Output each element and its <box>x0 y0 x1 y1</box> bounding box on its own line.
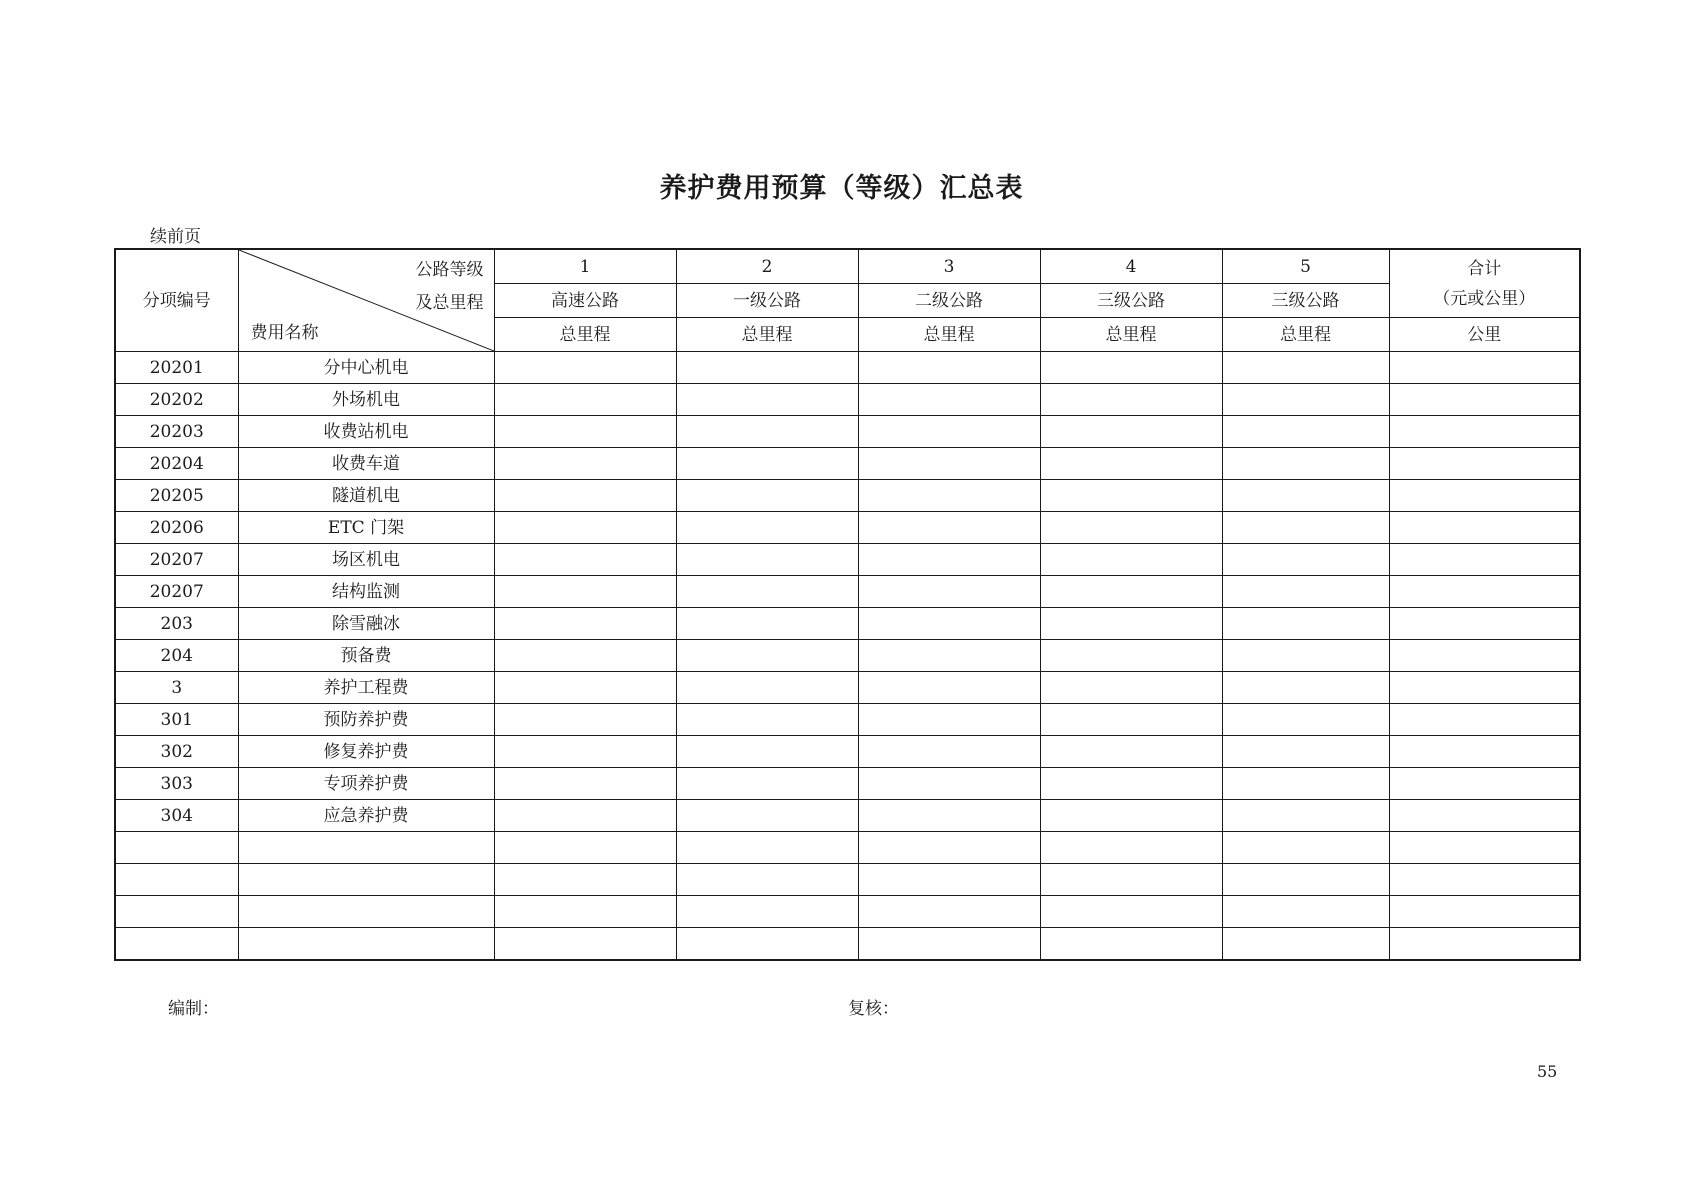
value-cell[interactable] <box>1222 704 1389 736</box>
cost-name: 场区机电 <box>238 544 494 576</box>
value-cell[interactable] <box>1389 832 1580 864</box>
value-cell[interactable] <box>1389 928 1580 961</box>
value-cell[interactable] <box>1040 544 1222 576</box>
table-row <box>115 736 1580 768</box>
value-cell[interactable] <box>1222 480 1389 512</box>
value-cell[interactable] <box>1222 352 1389 384</box>
value-cell[interactable] <box>1389 512 1580 544</box>
value-cell[interactable] <box>1389 576 1580 608</box>
budget-summary-table <box>114 248 1581 961</box>
cost-name-label: 费用名称 <box>250 323 319 343</box>
value-cell[interactable] <box>858 832 1040 864</box>
value-cell[interactable] <box>676 352 858 384</box>
cost-name <box>238 832 494 864</box>
value-cell[interactable] <box>494 480 676 512</box>
cost-name: 外场机电 <box>238 384 494 416</box>
value-cell[interactable] <box>1222 544 1389 576</box>
value-cell[interactable] <box>858 864 1040 896</box>
value-cell[interactable] <box>494 832 676 864</box>
value-cell[interactable] <box>1222 608 1389 640</box>
column-number: 1 <box>494 249 676 284</box>
value-cell[interactable] <box>1222 864 1389 896</box>
value-cell[interactable] <box>1389 864 1580 896</box>
road-grade: 三级公路 <box>1222 284 1389 318</box>
value-cell[interactable] <box>1040 416 1222 448</box>
table-row <box>115 352 1580 384</box>
value-cell[interactable] <box>494 576 676 608</box>
value-cell[interactable] <box>494 512 676 544</box>
value-cell[interactable] <box>1222 832 1389 864</box>
table-row <box>115 608 1580 640</box>
value-cell[interactable] <box>858 640 1040 672</box>
value-cell[interactable] <box>1222 768 1389 800</box>
column-number: 3 <box>858 249 1040 284</box>
road-grade: 一级公路 <box>676 284 858 318</box>
value-cell[interactable] <box>1222 448 1389 480</box>
value-cell[interactable] <box>494 608 676 640</box>
item-code: 20207 <box>115 544 238 576</box>
value-cell[interactable] <box>1222 800 1389 832</box>
value-cell[interactable] <box>1389 736 1580 768</box>
value-cell[interactable] <box>494 704 676 736</box>
item-code: 20201 <box>115 352 238 384</box>
table-row <box>115 384 1580 416</box>
value-cell[interactable] <box>1389 384 1580 416</box>
cost-name: 修复养护费 <box>238 736 494 768</box>
total-sublabel: （元或公里） <box>1433 288 1536 309</box>
code-header: 分项编号 <box>115 249 238 352</box>
value-cell[interactable] <box>676 544 858 576</box>
cost-name: 预防养护费 <box>238 704 494 736</box>
table-row <box>115 416 1580 448</box>
value-cell[interactable] <box>1389 352 1580 384</box>
value-cell[interactable] <box>1040 640 1222 672</box>
item-code <box>115 864 238 896</box>
value-cell[interactable] <box>858 896 1040 928</box>
item-code: 203 <box>115 608 238 640</box>
continued-note: 续前页 <box>150 227 201 247</box>
item-code: 20202 <box>115 384 238 416</box>
cost-name: 专项养护费 <box>238 768 494 800</box>
table-row <box>115 832 1580 864</box>
mileage-unit: 总里程 <box>676 318 858 352</box>
item-code: 302 <box>115 736 238 768</box>
value-cell[interactable] <box>676 768 858 800</box>
cost-name: 结构监测 <box>238 576 494 608</box>
table-row <box>115 768 1580 800</box>
item-code <box>115 832 238 864</box>
value-cell[interactable] <box>858 800 1040 832</box>
value-cell[interactable] <box>494 544 676 576</box>
value-cell[interactable] <box>1040 480 1222 512</box>
item-code: 20204 <box>115 448 238 480</box>
cost-name: 分中心机电 <box>238 352 494 384</box>
value-cell[interactable] <box>1040 864 1222 896</box>
table-row <box>115 896 1580 928</box>
value-cell[interactable] <box>858 768 1040 800</box>
value-cell[interactable] <box>858 384 1040 416</box>
road-grade: 二级公路 <box>858 284 1040 318</box>
value-cell[interactable] <box>676 608 858 640</box>
value-cell[interactable] <box>676 480 858 512</box>
item-code <box>115 896 238 928</box>
mileage-unit: 总里程 <box>1040 318 1222 352</box>
value-cell[interactable] <box>858 480 1040 512</box>
value-cell[interactable] <box>676 384 858 416</box>
value-cell[interactable] <box>1040 928 1222 961</box>
cost-name: 预备费 <box>238 640 494 672</box>
value-cell[interactable] <box>858 736 1040 768</box>
value-cell[interactable] <box>676 512 858 544</box>
mileage-unit: 总里程 <box>858 318 1040 352</box>
value-cell[interactable] <box>494 640 676 672</box>
value-cell[interactable] <box>1040 512 1222 544</box>
value-cell[interactable] <box>1389 896 1580 928</box>
table-row <box>115 448 1580 480</box>
value-cell[interactable] <box>494 896 676 928</box>
table-row <box>115 800 1580 832</box>
value-cell[interactable] <box>858 512 1040 544</box>
cost-name: 应急养护费 <box>238 800 494 832</box>
value-cell[interactable] <box>1222 576 1389 608</box>
value-cell[interactable] <box>1389 640 1580 672</box>
table-row <box>115 864 1580 896</box>
table-row <box>115 640 1580 672</box>
diagonal-header-cell <box>238 249 494 352</box>
value-cell[interactable] <box>1389 544 1580 576</box>
value-cell[interactable] <box>858 928 1040 961</box>
value-cell[interactable] <box>676 896 858 928</box>
table-row <box>115 544 1580 576</box>
item-code: 3 <box>115 672 238 704</box>
mileage-unit: 总里程 <box>494 318 676 352</box>
value-cell[interactable] <box>1389 480 1580 512</box>
value-cell[interactable] <box>1389 672 1580 704</box>
value-cell[interactable] <box>676 448 858 480</box>
value-cell[interactable] <box>1040 608 1222 640</box>
value-cell[interactable] <box>858 352 1040 384</box>
table-row <box>115 928 1580 961</box>
road-grade: 高速公路 <box>494 284 676 318</box>
item-code: 20203 <box>115 416 238 448</box>
reviewer-label: 复核： <box>848 999 899 1019</box>
value-cell[interactable] <box>858 608 1040 640</box>
column-number: 5 <box>1222 249 1389 284</box>
cost-name <box>238 864 494 896</box>
cost-name <box>238 928 494 961</box>
header-row-1 <box>115 249 1580 284</box>
value-cell[interactable] <box>1040 576 1222 608</box>
item-code: 20205 <box>115 480 238 512</box>
table-row <box>115 512 1580 544</box>
value-cell[interactable] <box>1389 800 1580 832</box>
item-code: 301 <box>115 704 238 736</box>
value-cell[interactable] <box>1222 384 1389 416</box>
value-cell[interactable] <box>1222 512 1389 544</box>
value-cell[interactable] <box>858 544 1040 576</box>
table-row <box>115 672 1580 704</box>
cost-name: 收费车道 <box>238 448 494 480</box>
column-number: 2 <box>676 249 858 284</box>
compiler-label: 编制： <box>168 999 219 1019</box>
value-cell[interactable] <box>1222 896 1389 928</box>
item-code: 20207 <box>115 576 238 608</box>
value-cell[interactable] <box>676 704 858 736</box>
value-cell[interactable] <box>858 672 1040 704</box>
total-unit: 公里 <box>1389 318 1580 352</box>
mileage-unit: 总里程 <box>1222 318 1389 352</box>
item-code <box>115 928 238 961</box>
cost-name: 除雪融冰 <box>238 608 494 640</box>
value-cell[interactable] <box>494 736 676 768</box>
value-cell[interactable] <box>858 416 1040 448</box>
value-cell[interactable] <box>676 832 858 864</box>
value-cell[interactable] <box>1040 736 1222 768</box>
item-code: 303 <box>115 768 238 800</box>
value-cell[interactable] <box>494 672 676 704</box>
value-cell[interactable] <box>494 448 676 480</box>
value-cell[interactable] <box>494 768 676 800</box>
road-grade-label: 公路等级 <box>415 260 484 280</box>
value-cell[interactable] <box>494 928 676 961</box>
value-cell[interactable] <box>1389 416 1580 448</box>
cost-name: ETC 门架 <box>238 512 494 544</box>
value-cell[interactable] <box>676 640 858 672</box>
value-cell[interactable] <box>858 576 1040 608</box>
value-cell[interactable] <box>1040 832 1222 864</box>
table-row <box>115 576 1580 608</box>
value-cell[interactable] <box>494 800 676 832</box>
value-cell[interactable] <box>1040 704 1222 736</box>
item-code: 20206 <box>115 512 238 544</box>
value-cell[interactable] <box>1040 352 1222 384</box>
value-cell[interactable] <box>1389 448 1580 480</box>
value-cell[interactable] <box>676 576 858 608</box>
value-cell[interactable] <box>1040 800 1222 832</box>
value-cell[interactable] <box>858 448 1040 480</box>
item-code: 204 <box>115 640 238 672</box>
road-grade: 三级公路 <box>1040 284 1222 318</box>
cost-name: 养护工程费 <box>238 672 494 704</box>
value-cell[interactable] <box>1040 896 1222 928</box>
value-cell[interactable] <box>494 352 676 384</box>
value-cell[interactable] <box>676 416 858 448</box>
page-number: 55 <box>1537 1062 1558 1081</box>
cost-name: 收费站机电 <box>238 416 494 448</box>
value-cell[interactable] <box>676 864 858 896</box>
value-cell[interactable] <box>1040 768 1222 800</box>
total-label: 合计 <box>1467 258 1502 279</box>
value-cell[interactable] <box>1389 608 1580 640</box>
item-code: 304 <box>115 800 238 832</box>
value-cell[interactable] <box>1222 416 1389 448</box>
cost-name: 隧道机电 <box>238 480 494 512</box>
total-header <box>1389 249 1580 318</box>
value-cell[interactable] <box>1389 768 1580 800</box>
table-row <box>115 704 1580 736</box>
page-title: 养护费用预算（等级）汇总表 <box>659 173 1024 204</box>
value-cell[interactable] <box>1389 704 1580 736</box>
value-cell[interactable] <box>494 416 676 448</box>
value-cell[interactable] <box>1040 448 1222 480</box>
value-cell[interactable] <box>676 800 858 832</box>
value-cell[interactable] <box>1222 736 1389 768</box>
cost-name <box>238 896 494 928</box>
column-number: 4 <box>1040 249 1222 284</box>
value-cell[interactable] <box>1222 672 1389 704</box>
value-cell[interactable] <box>676 736 858 768</box>
value-cell[interactable] <box>1040 384 1222 416</box>
total-mileage-label: 及总里程 <box>415 293 484 313</box>
value-cell[interactable] <box>676 928 858 961</box>
value-cell[interactable] <box>1222 640 1389 672</box>
value-cell[interactable] <box>494 384 676 416</box>
value-cell[interactable] <box>858 704 1040 736</box>
value-cell[interactable] <box>494 864 676 896</box>
value-cell[interactable] <box>676 672 858 704</box>
value-cell[interactable] <box>1222 928 1389 961</box>
value-cell[interactable] <box>1040 672 1222 704</box>
table-row <box>115 480 1580 512</box>
